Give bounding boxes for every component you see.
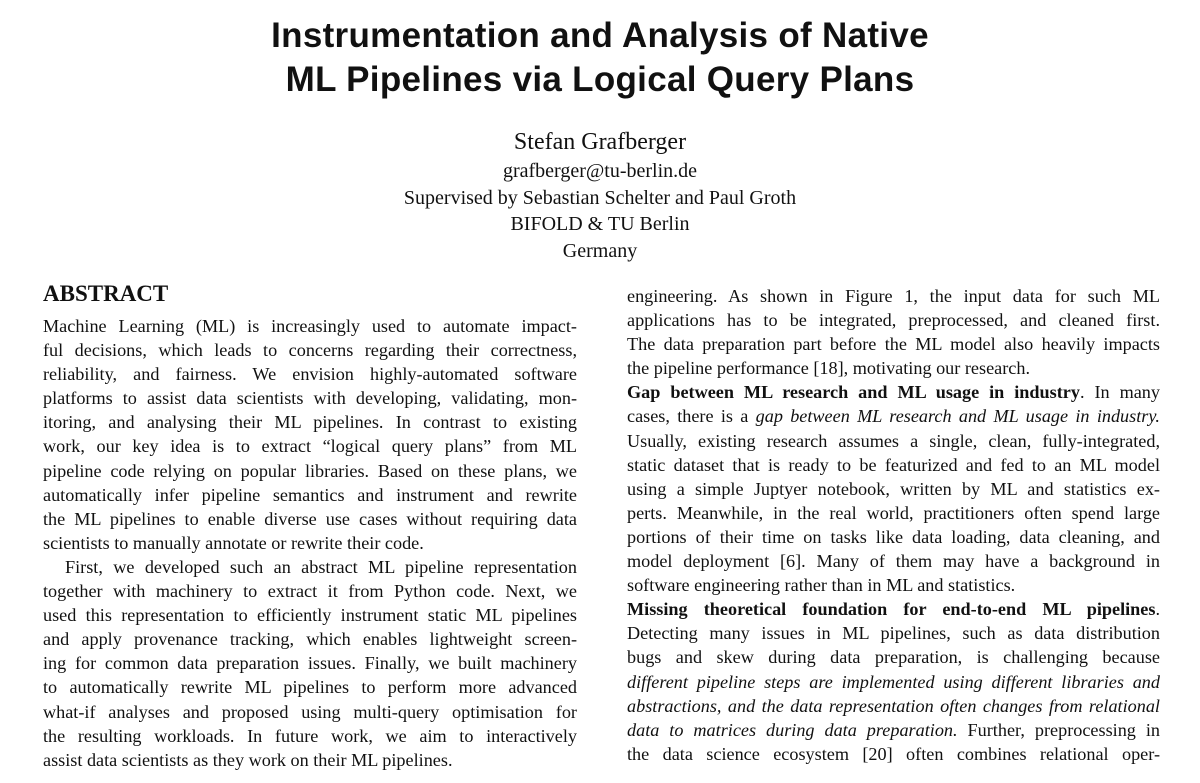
text-line (627, 694, 1160, 718)
missing-heading: Missing theoretical foundation for end-to-end ML pipelines (627, 599, 1156, 620)
missing-italic-2: abstractions, and the data representation often changes from relational (627, 695, 1160, 716)
text-line: Machine Learning (ML) is increasingly used to automate impact- (43, 316, 577, 336)
text-line: reliability, and fairness. We envision highly-automated software (43, 364, 577, 385)
abstract-paragraph-1 (43, 314, 577, 555)
institution: BIFOLD & TU Berlin (510, 213, 690, 235)
text-line (627, 718, 1160, 742)
text-line: the data science ecosystem [20] often combines relational oper- (627, 743, 1160, 764)
author-name: Stefan Grafberger (513, 129, 687, 155)
text-line: pipeline code relying on popular libraries. Based on these plans, we (43, 460, 577, 481)
text-line: the ML pipelines to enable diverse use cases without requiring data (43, 508, 577, 529)
title-line-2: ML Pipelines via Logical Query Plans (285, 60, 915, 99)
supervision-note: Supervised by Sebastian Schelter and Paul Groth (403, 186, 797, 209)
text-line: used this representation to efficiently instrument static ML pipelines (43, 605, 577, 626)
country: Germany (562, 239, 638, 262)
gap-heading-tail: . In many (1079, 382, 1160, 403)
text-line: using a simple Juptyer notebook, written by ML and statistics ex- (627, 478, 1160, 499)
text-line: engineering. As shown in Figure 1, the input data for such ML (627, 286, 1160, 306)
text-line (627, 380, 1160, 404)
abstract-paragraph-2 (43, 555, 577, 772)
abstract-heading: ABSTRACT (43, 281, 169, 306)
text-line: Detecting many issues in ML pipelines, such as data distribution (627, 623, 1160, 644)
text-line: applications has to be integrated, preprocessed, and cleaned first. (627, 310, 1160, 331)
right-column (627, 284, 1160, 766)
text-line: to automatically rewrite ML pipelines to perform more advanced (43, 677, 577, 698)
text-line: work, our key idea is to extract “logical query plans” from ML (43, 436, 577, 457)
text-line: The data preparation part before the ML model also heavily impacts (627, 334, 1160, 355)
text-line: perts. Meanwhile, in the real world, practitioners often spend large (627, 502, 1160, 523)
text-line: together with machinery to extract it from Python code. Next, we (43, 581, 577, 602)
author-email: grafberger@tu-berlin.de (502, 160, 698, 182)
text-line: static dataset that is ready to be featurized and fed to an ML model (627, 454, 1160, 475)
author-affiliation (0, 158, 1200, 264)
gap-paragraph (627, 380, 1160, 597)
text-line: the resulting workloads. In future work, we aim to interactively (43, 725, 577, 746)
text-line: ing for common data preparation issues. Finally, we built machinery (43, 653, 577, 674)
text-line: automatically infer pipeline semantics and instrument and rewrite (43, 484, 577, 505)
missing-tail: Further, preprocessing in (957, 719, 1160, 740)
text-line: Usually, existing research assumes a single, clean, fully-integrated, (627, 430, 1160, 451)
intro-paragraph (627, 284, 1160, 380)
missing-italic-3: data to matrices during data preparation. (627, 719, 958, 740)
missing-italic-1: different pipeline steps are implemented using different libraries and (627, 671, 1160, 692)
text-line: portions of their time on tasks like data loading, data cleaning, and (627, 526, 1160, 547)
text-line: and apply provenance tracking, which enables lightweight screen- (43, 629, 577, 650)
text-line: platforms to assist data scientists with developing, validating, mon- (43, 388, 577, 409)
gap-italic: gap between ML research and ML usage in industry. (755, 406, 1160, 427)
missing-foundation-paragraph (627, 597, 1160, 766)
gap-heading: Gap between ML research and ML usage in industry (627, 382, 1080, 403)
missing-heading-tail: . (1155, 599, 1160, 620)
gap-line-start: cases, there is a (627, 406, 756, 427)
text-line: bugs and skew during data preparation, is challenging because (627, 647, 1160, 668)
text-line: what-if analyses and proposed using multi-query optimisation for (43, 701, 577, 722)
text-line (627, 597, 1160, 621)
text-line: First, we developed such an abstract ML pipeline representation (65, 556, 577, 577)
text-line: the pipeline performance [18], motivating our research. (627, 358, 1030, 379)
text-line (627, 404, 1160, 428)
text-line: ful decisions, which leads to concerns regarding their correctness, (43, 340, 577, 361)
left-column (43, 282, 577, 772)
text-line: assist data scientists as they work on their ML pipelines. (43, 749, 453, 770)
text-line: model deployment [6]. Many of them may have a background in (627, 551, 1160, 572)
text-line: software engineering rather than in ML and statistics. (627, 575, 1016, 596)
title-line-1: Instrumentation and Analysis of Native (271, 16, 929, 55)
text-line (627, 670, 1160, 694)
text-line: scientists to manually annotate or rewrite their code. (43, 532, 424, 553)
paper-title (0, 14, 1200, 102)
text-line: itoring, and analysing their ML pipelines. In contrast to existing (43, 412, 577, 433)
